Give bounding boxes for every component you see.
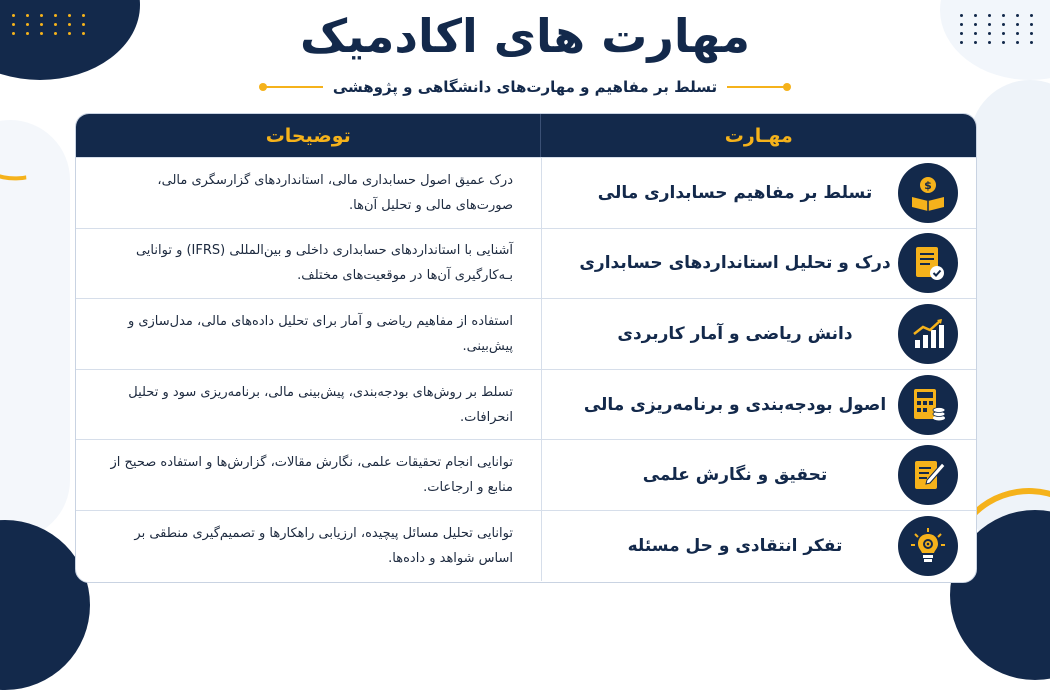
table-row [76,439,976,510]
table-row [76,510,976,581]
skill-cell [541,158,976,228]
table-row [76,369,976,440]
calculator-coins-icon [898,375,958,435]
svg-text:$: $ [924,178,932,192]
skill-name: درک و تحلیل استانداردهای حسابداری [579,253,891,274]
skill-cell [541,440,976,510]
table-row [76,298,976,369]
skill-name: تسلط بر مفاهیم حسابداری مالی [597,182,873,203]
skill-name: تحقیق و نگارش علمی [642,465,828,486]
pencil-paper-icon [898,445,958,505]
description-cell: تسلط بر روش‌های بودجه‌بندی، پیش‌بینی مالی، برنامه‌ریزی سود و تحلیل انحرافات. [128,384,513,425]
page-title: مهارت های اکادمیک [300,9,750,63]
subtitle-divider [263,86,323,88]
background-shape [0,120,70,540]
skill-name: دانش ریاضی و آمار کاربردی [617,323,853,344]
column-header-description: توضیحات [265,124,351,147]
money-book-icon [898,163,958,223]
page-subtitle: تسلط بر مفاهیم و مهارت‌های دانشگاهی و پژوهشی [332,78,718,96]
skill-name: اصول بودجه‌بندی و برنامه‌ریزی مالی [583,394,887,415]
description-cell: توانایی انجام تحقیقات علمی، نگارش مقالات، گزارش‌ها و استفاده صحیح از منابع و ارجاعات. [110,455,513,496]
skills-table [75,113,977,583]
skill-cell [541,511,976,581]
table-row [76,157,976,228]
bar-chart-icon [898,304,958,364]
document-check-icon [898,233,958,293]
skill-cell [541,299,976,369]
description-cell: درک عمیق اصول حسابداری مالی، استانداردهای گزارسگری مالی، صورت‌های مالی و تحلیل آن‌ها. [157,172,513,213]
description-cell: توانایی تحلیل مسائل پیچیده، ارزیابی راهکارها و تصمیم‌گیری منطقی بر اساس شواهد و داده‌ها. [134,525,513,566]
skill-cell [541,229,976,299]
table-header [76,114,976,157]
description-cell: آشنایی با استانداردهای حسابداری داخلی و بین‌المللی (IFRS) و توانایی بـه‌کارگیری آن‌ها در موقعیت‌های مختلف. [135,243,513,284]
subtitle-row [0,74,1050,100]
lightbulb-gear-icon [898,516,958,576]
skill-cell [541,370,976,440]
subtitle-divider [727,86,787,88]
column-header-skill: مهـارت [540,114,976,157]
skill-name: تفکر انتقادی و حل مسئله [627,535,843,556]
description-cell: استفاده از مفاهیم ریاضی و آمار برای تحلیل داده‌های مالی، مدل‌سازی و پیش‌بینی. [127,313,513,354]
table-row [76,228,976,299]
